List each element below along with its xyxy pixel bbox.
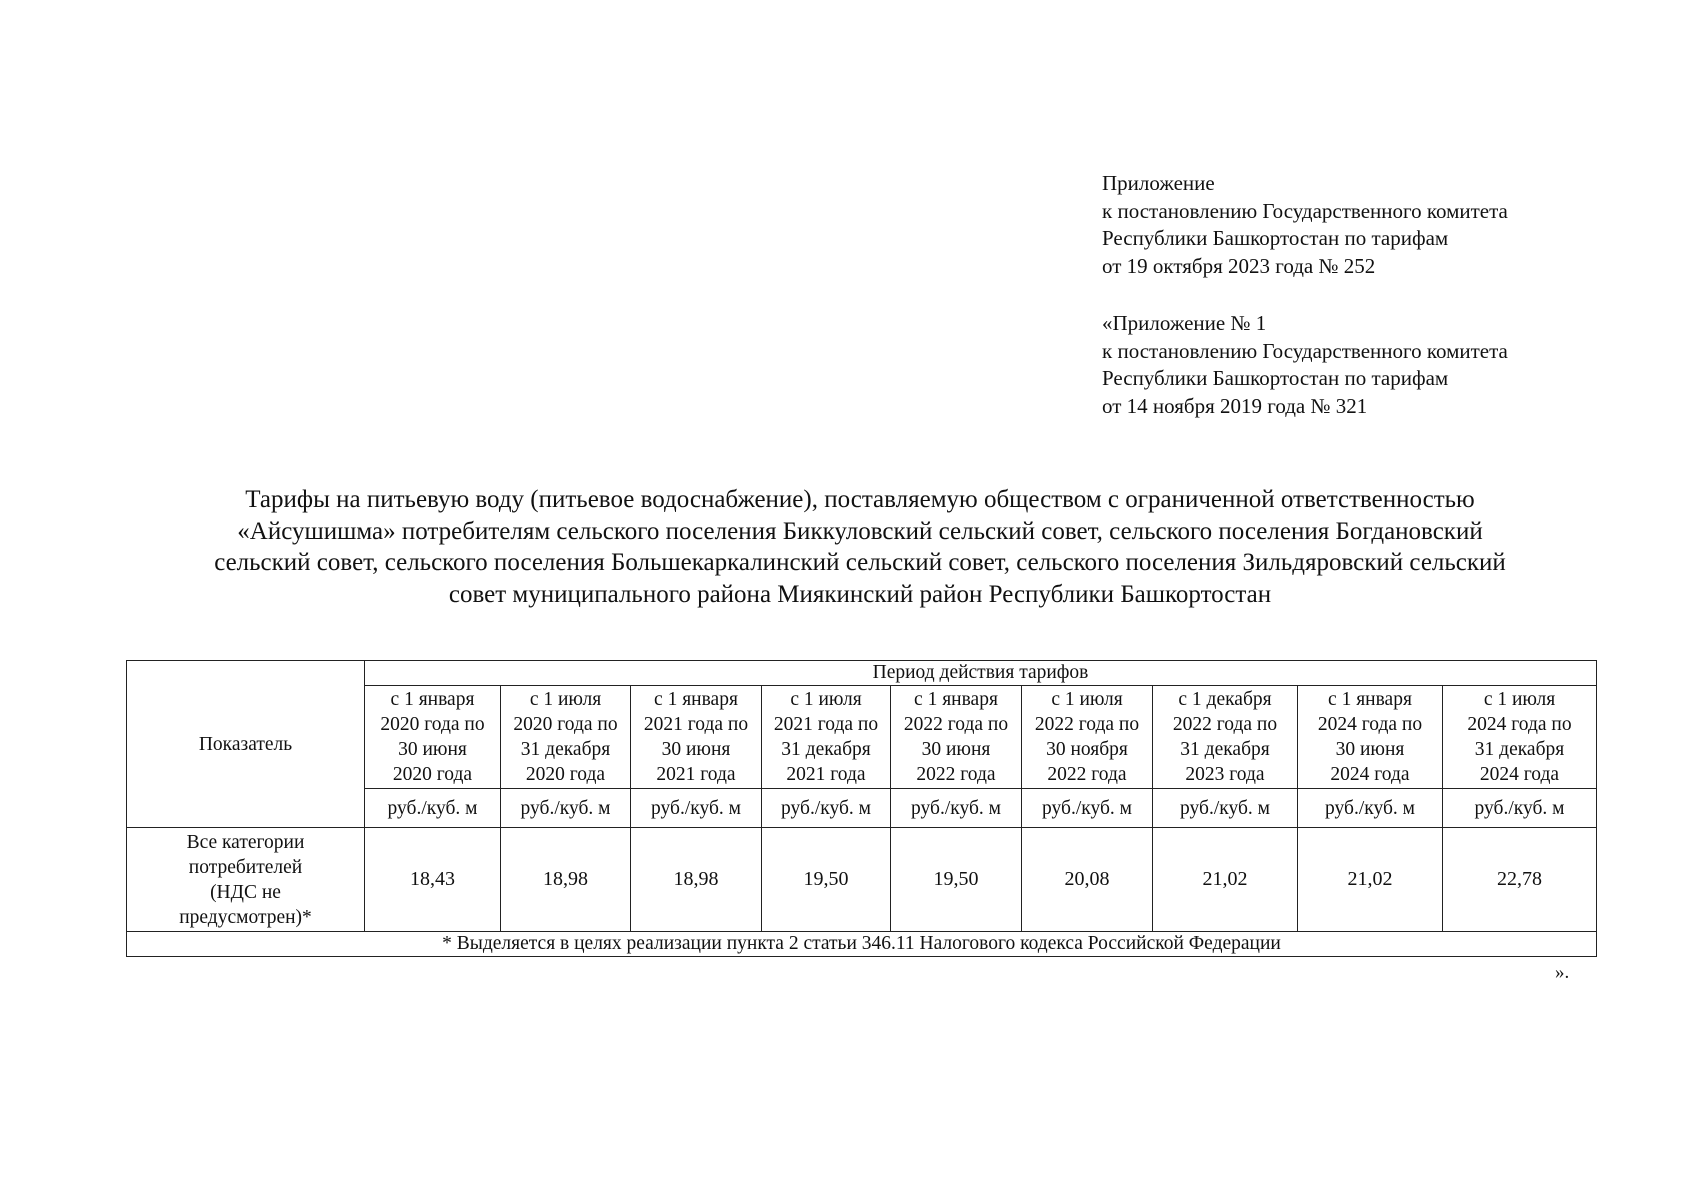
period-date-line: с 1 июля bbox=[529, 689, 602, 710]
appendix-line: от 14 ноября 2019 года № 321 bbox=[1102, 393, 1368, 418]
period-date-line: с 1 июля bbox=[790, 689, 862, 710]
unit-cell: руб./куб. м bbox=[1022, 789, 1153, 828]
period-date-line: 2021 года по bbox=[643, 714, 749, 735]
period-date-line: 2024 года bbox=[1479, 764, 1560, 785]
unit-cell: руб./куб. м bbox=[501, 789, 631, 828]
tariff-value-cell: 18,98 bbox=[631, 828, 762, 932]
period-date-line: 2021 года bbox=[656, 764, 736, 785]
unit-cell: руб./куб. м bbox=[762, 789, 891, 828]
period-date-line: 2021 года bbox=[786, 764, 866, 785]
period-dates-cell bbox=[891, 686, 1022, 789]
period-date-line: с 1 июля bbox=[1483, 689, 1556, 710]
unit-cell: руб./куб. м bbox=[1298, 789, 1443, 828]
appendix-line: Республики Башкортостан по тарифам bbox=[1102, 226, 1449, 250]
row-label-line: предусмотрен)* bbox=[179, 906, 312, 928]
tariff-value-cell: 19,50 bbox=[762, 828, 891, 932]
appendix-line: от 19 октября 2023 года № 252 bbox=[1102, 253, 1376, 278]
unit-cell: руб./куб. м bbox=[1153, 789, 1298, 828]
tariff-value-cell: 18,98 bbox=[501, 828, 631, 932]
period-date-line: с 1 января bbox=[1328, 689, 1412, 710]
period-date-line: 2022 года по bbox=[903, 714, 1009, 735]
appendix-line: Республики Башкортостан по тарифам bbox=[1102, 366, 1449, 390]
period-date-line: 2022 года по bbox=[1172, 714, 1278, 735]
tariff-value-cell: 18,43 bbox=[365, 828, 501, 932]
period-date-line: с 1 января bbox=[914, 689, 998, 710]
tariff-table bbox=[126, 660, 1597, 957]
period-dates-cell bbox=[1153, 686, 1298, 789]
period-dates-cell bbox=[365, 686, 501, 789]
period-date-line: 2021 года по bbox=[773, 714, 879, 735]
period-date-line: 31 декабря bbox=[1474, 739, 1565, 760]
period-date-line: 30 ноября bbox=[1046, 739, 1128, 760]
title-line: «Айсушишма» потребителям сельского поселения Биккуловский сельский совет, сельского поселения Богдановский bbox=[237, 517, 1483, 545]
period-date-line: 2024 года по bbox=[1467, 714, 1572, 735]
period-date-line: 31 декабря bbox=[781, 739, 871, 760]
period-date-line: 2024 года по bbox=[1317, 714, 1423, 735]
document-title bbox=[110, 484, 1610, 610]
period-date-line: 30 июня bbox=[1335, 739, 1405, 760]
period-date-line: 2020 года bbox=[392, 764, 473, 785]
period-dates-cell bbox=[1298, 686, 1443, 789]
appendix-line: «Приложение № 1 bbox=[1102, 311, 1267, 335]
title-line: совет муниципального района Миякинский район Республики Башкортостан bbox=[448, 580, 1272, 608]
tariff-value-cell: 22,78 bbox=[1443, 828, 1597, 932]
indicator-header: Показатель bbox=[127, 661, 365, 828]
unit-cell: руб./куб. м bbox=[631, 789, 762, 828]
row-label-cell bbox=[127, 828, 365, 932]
row-label-line: Все категории bbox=[186, 831, 305, 853]
period-date-line: 30 июня bbox=[921, 739, 991, 760]
table-row bbox=[127, 828, 1597, 932]
period-dates-cell bbox=[501, 686, 631, 789]
appendix-block-current bbox=[1102, 170, 1508, 280]
period-dates-cell bbox=[1443, 686, 1597, 789]
period-date-line: 2020 года по bbox=[513, 714, 618, 735]
title-line: Тарифы на питьевую воду (питьевое водоснабжение), поставляемую обществом с ограниченной ответственностью bbox=[245, 486, 1475, 513]
period-date-line: с 1 января bbox=[654, 689, 738, 710]
unit-cell: руб./куб. м bbox=[1443, 789, 1597, 828]
period-date-line: 30 июня bbox=[661, 739, 731, 760]
closing-quote-mark: ». bbox=[1555, 962, 1570, 983]
period-date-line: 30 июня bbox=[398, 739, 467, 760]
row-label-line: (НДС не bbox=[210, 881, 281, 903]
period-date-line: 2020 года по bbox=[380, 714, 485, 735]
appendix-line: к постановлению Государственного комитета bbox=[1102, 338, 1508, 363]
period-header: Период действия тарифов bbox=[365, 661, 1597, 686]
period-dates-cell bbox=[1022, 686, 1153, 789]
title-line: сельский совет, сельского поселения Большекаркалинский сельский совет, сельского поселения Зильдяровский сельский bbox=[214, 549, 1506, 576]
period-date-line: 2020 года bbox=[525, 764, 606, 785]
unit-cell: руб./куб. м bbox=[365, 789, 501, 828]
period-date-line: 2022 года по bbox=[1034, 714, 1140, 735]
unit-cell: руб./куб. м bbox=[891, 789, 1022, 828]
appendix-block-original bbox=[1102, 310, 1508, 420]
appendix-line: к постановлению Государственного комитета bbox=[1102, 198, 1508, 223]
period-date-line: с 1 декабря bbox=[1178, 689, 1272, 710]
period-date-line: 2023 года bbox=[1185, 764, 1265, 785]
period-dates-cell bbox=[762, 686, 891, 789]
table-header-row bbox=[127, 661, 1597, 686]
period-date-line: 2022 года bbox=[1047, 764, 1127, 785]
row-label-line: потребителей bbox=[188, 856, 303, 878]
appendix-line: Приложение bbox=[1102, 171, 1215, 195]
tariff-value-cell: 19,50 bbox=[891, 828, 1022, 932]
period-date-line: 2022 года bbox=[916, 764, 996, 785]
tariff-value-cell: 20,08 bbox=[1022, 828, 1153, 932]
tariff-value-cell: 21,02 bbox=[1153, 828, 1298, 932]
period-date-line: с 1 июля bbox=[1051, 689, 1123, 710]
period-date-line: 31 декабря bbox=[520, 739, 611, 760]
footnote-row bbox=[127, 932, 1597, 957]
tariff-value-cell: 21,02 bbox=[1298, 828, 1443, 932]
footnote: * Выделяется в целях реализации пункта 2 статьи 346.11 Налогового кодекса Российской Федерации bbox=[127, 932, 1597, 957]
period-date-line: 31 декабря bbox=[1180, 739, 1270, 760]
period-date-line: с 1 января bbox=[390, 689, 475, 710]
period-date-line: 2024 года bbox=[1330, 764, 1410, 785]
period-dates-cell bbox=[631, 686, 762, 789]
